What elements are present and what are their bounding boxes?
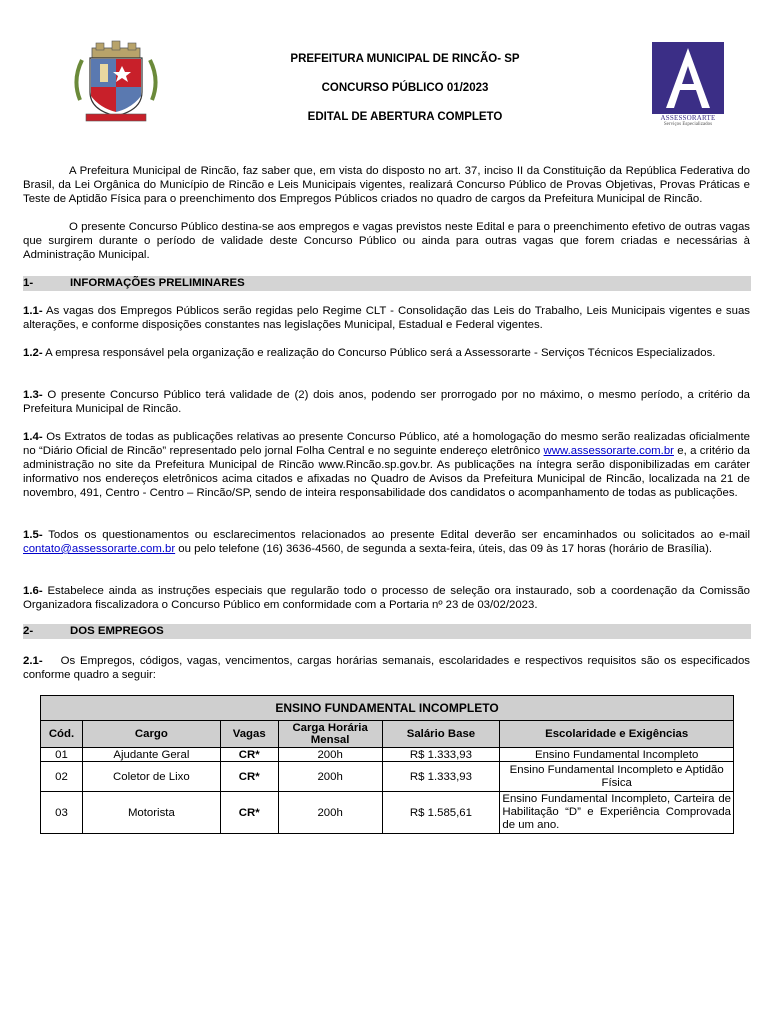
item-text: Os Empregos, códigos, vagas, vencimentos, cargas horárias semanais, escolaridades e respectivos requisitos são os especificados conforme quadro a seguir: bbox=[23, 655, 750, 681]
contact-email-link[interactable]: contato@assessorarte.com.br bbox=[23, 543, 176, 555]
column-header: Cargo bbox=[82, 721, 220, 748]
item-label: 1.4- bbox=[23, 431, 43, 443]
intro-paragraph-1: A Prefeitura Municipal de Rincão, faz saber que, em vista do disposto no art. 37, inciso II da Constituição da República Federativa do Brasil, da Lei Orgânica do Município de Rincão e Leis Municipais vigentes, realizará Concurso Público de Provas Objetivas, Provas Práticas e Teste de Aptidão Física para o preenchimento dos Empregos Públicos criados no quadro de cargos da Prefeitura Municipal de Rincão. bbox=[23, 165, 750, 205]
item-label: 1.5- bbox=[23, 529, 43, 541]
header-edict-title: EDITAL DE ABERTURA COMPLETO bbox=[307, 111, 503, 123]
cell-position: Ajudante Geral bbox=[82, 748, 220, 762]
section-2-heading bbox=[23, 624, 751, 639]
column-header: Carga Horária Mensal bbox=[278, 721, 382, 748]
item-1-2 bbox=[23, 346, 750, 360]
section-title: INFORMAÇÕES PRELIMINARES bbox=[70, 277, 245, 289]
cell-workload: 200h bbox=[278, 748, 382, 762]
table-row bbox=[41, 762, 734, 792]
cell-salary: R$ 1.585,61 bbox=[382, 792, 500, 834]
section-number: 1- bbox=[23, 277, 34, 289]
item-text-cont: e, a critério da administração no site da Prefeitura Municipal de Rincão www.Rincão.sp.gov.br. As publicações na íntegra serão disponibilizadas em caráter informativo nos endereços eletrônicos acima citados e afixadas no Quadro de Avisos da Prefeitura Municipal de Rincão, localizada na 21 de novembro, 491, Centro - Centro – Rincão/SP, sendo de inteira responsabilidade dos candidatos o acompanhamento de todas as publicações. bbox=[23, 445, 750, 499]
item-text: Estabelece ainda as instruções especiais que regularão todo o processo de seleção ora instaurado, sob a coordenação da Comissão Organizadora fiscalizadora o Concurso Público em conformidade com a Portaria nº 23 de 03/02/2023. bbox=[23, 585, 750, 611]
cell-code: 01 bbox=[41, 748, 83, 762]
cell-position: Motorista bbox=[82, 792, 220, 834]
column-header: Cód. bbox=[41, 721, 83, 748]
assessorarte-website-link[interactable]: www.assessorarte.com.br bbox=[543, 445, 674, 457]
item-text: A empresa responsável pela organização e realização do Concurso Público será a Assessorarte - Serviços Técnicos Especializados. bbox=[42, 347, 716, 359]
cell-workload: 200h bbox=[278, 762, 382, 792]
section-title: DOS EMPREGOS bbox=[70, 625, 164, 637]
item-2-1 bbox=[23, 654, 750, 682]
column-header: Vagas bbox=[220, 721, 278, 748]
cell-vacancies: CR* bbox=[220, 792, 278, 834]
item-label: 2.1- bbox=[23, 655, 43, 667]
item-text: Os Extratos de todas as publicações relativas ao presente Concurso Público, até a homologação do mesmo serão realizadas oficialmente no “Diário Oficial de Rincão” representado pelo jornal Folha Central e no seguinte endereço eletrônico bbox=[23, 431, 750, 457]
table-row bbox=[41, 792, 734, 834]
table-title-row bbox=[41, 696, 734, 721]
column-header: Escolaridade e Exigências bbox=[500, 721, 734, 748]
cell-position: Coletor de Lixo bbox=[82, 762, 220, 792]
item-1-1 bbox=[23, 304, 750, 332]
cell-requirements: Ensino Fundamental Incompleto e Aptidão Física bbox=[500, 762, 734, 792]
cell-vacancies: CR* bbox=[220, 762, 278, 792]
cell-requirements: Ensino Fundamental Incompleto bbox=[500, 748, 734, 762]
item-text-cont: ou pelo telefone (16) 3636-4560, de segunda a sexta-feira, úteis, das 09 às 17 horas (horário de Brasília). bbox=[175, 543, 713, 555]
item-1-4 bbox=[23, 430, 750, 500]
item-label: 1.2- bbox=[23, 347, 43, 359]
item-text: As vagas dos Empregos Públicos serão regidas pelo Regime CLT - Consolidação das Leis do Trabalho, Leis Municipais vigentes e suas alterações, e conforme disposições constantes nas legislações Municipal, Estadual e Federal vigentes. bbox=[23, 305, 750, 331]
header-contest: CONCURSO PÚBLICO 01/2023 bbox=[321, 82, 489, 94]
logo-subtitle: Serviços Especializados bbox=[663, 122, 713, 127]
section-1-heading bbox=[23, 276, 751, 291]
logo-name: ASSESSORARTE bbox=[660, 114, 716, 122]
table-row bbox=[41, 748, 734, 762]
assessorarte-logo bbox=[652, 42, 724, 128]
item-1-6 bbox=[23, 584, 750, 612]
table-header-row bbox=[41, 721, 734, 748]
section-number: 2- bbox=[23, 625, 34, 637]
document-header bbox=[200, 52, 610, 139]
cell-workload: 200h bbox=[278, 792, 382, 834]
intro-paragraph-2: O presente Concurso Público destina-se aos empregos e vagas previstos neste Edital e para o preenchimento efetivo de outras vagas que surgirem durante o período de validade deste Concurso Público ou ainda para outras vagas que forem criadas e necessárias à Administração Municipal. bbox=[23, 221, 750, 261]
jobs-table bbox=[40, 695, 734, 834]
cell-salary: R$ 1.333,93 bbox=[382, 748, 500, 762]
assessorarte-logo-icon bbox=[652, 42, 724, 114]
cell-vacancies: CR* bbox=[220, 748, 278, 762]
item-text: O presente Concurso Público terá validade de (2) dois anos, podendo ser prorrogado por no máximo, o mesmo período, a critério da Prefeitura Municipal de Rincão. bbox=[23, 389, 750, 415]
header-municipality: PREFEITURA MUNICIPAL DE RINCÃO- SP bbox=[290, 53, 520, 65]
column-header: Salário Base bbox=[382, 721, 500, 748]
item-1-5 bbox=[23, 528, 750, 556]
item-label: 1.6- bbox=[23, 585, 43, 597]
item-label: 1.1- bbox=[23, 305, 43, 317]
item-label: 1.3- bbox=[23, 389, 43, 401]
cell-requirements: Ensino Fundamental Incompleto, Carteira de Habilitação “D” e Experiência Comprovada de um ano. bbox=[500, 792, 734, 834]
cell-code: 03 bbox=[41, 792, 83, 834]
item-text: Todos os questionamentos ou esclarecimentos relacionados ao presente Edital deverão ser encaminhados ou solicitados ao e-mail bbox=[42, 529, 750, 541]
municipal-crest-icon bbox=[70, 40, 162, 124]
cell-code: 02 bbox=[41, 762, 83, 792]
item-1-3 bbox=[23, 388, 750, 416]
table-title: ENSINO FUNDAMENTAL INCOMPLETO bbox=[41, 696, 734, 721]
cell-salary: R$ 1.333,93 bbox=[382, 762, 500, 792]
